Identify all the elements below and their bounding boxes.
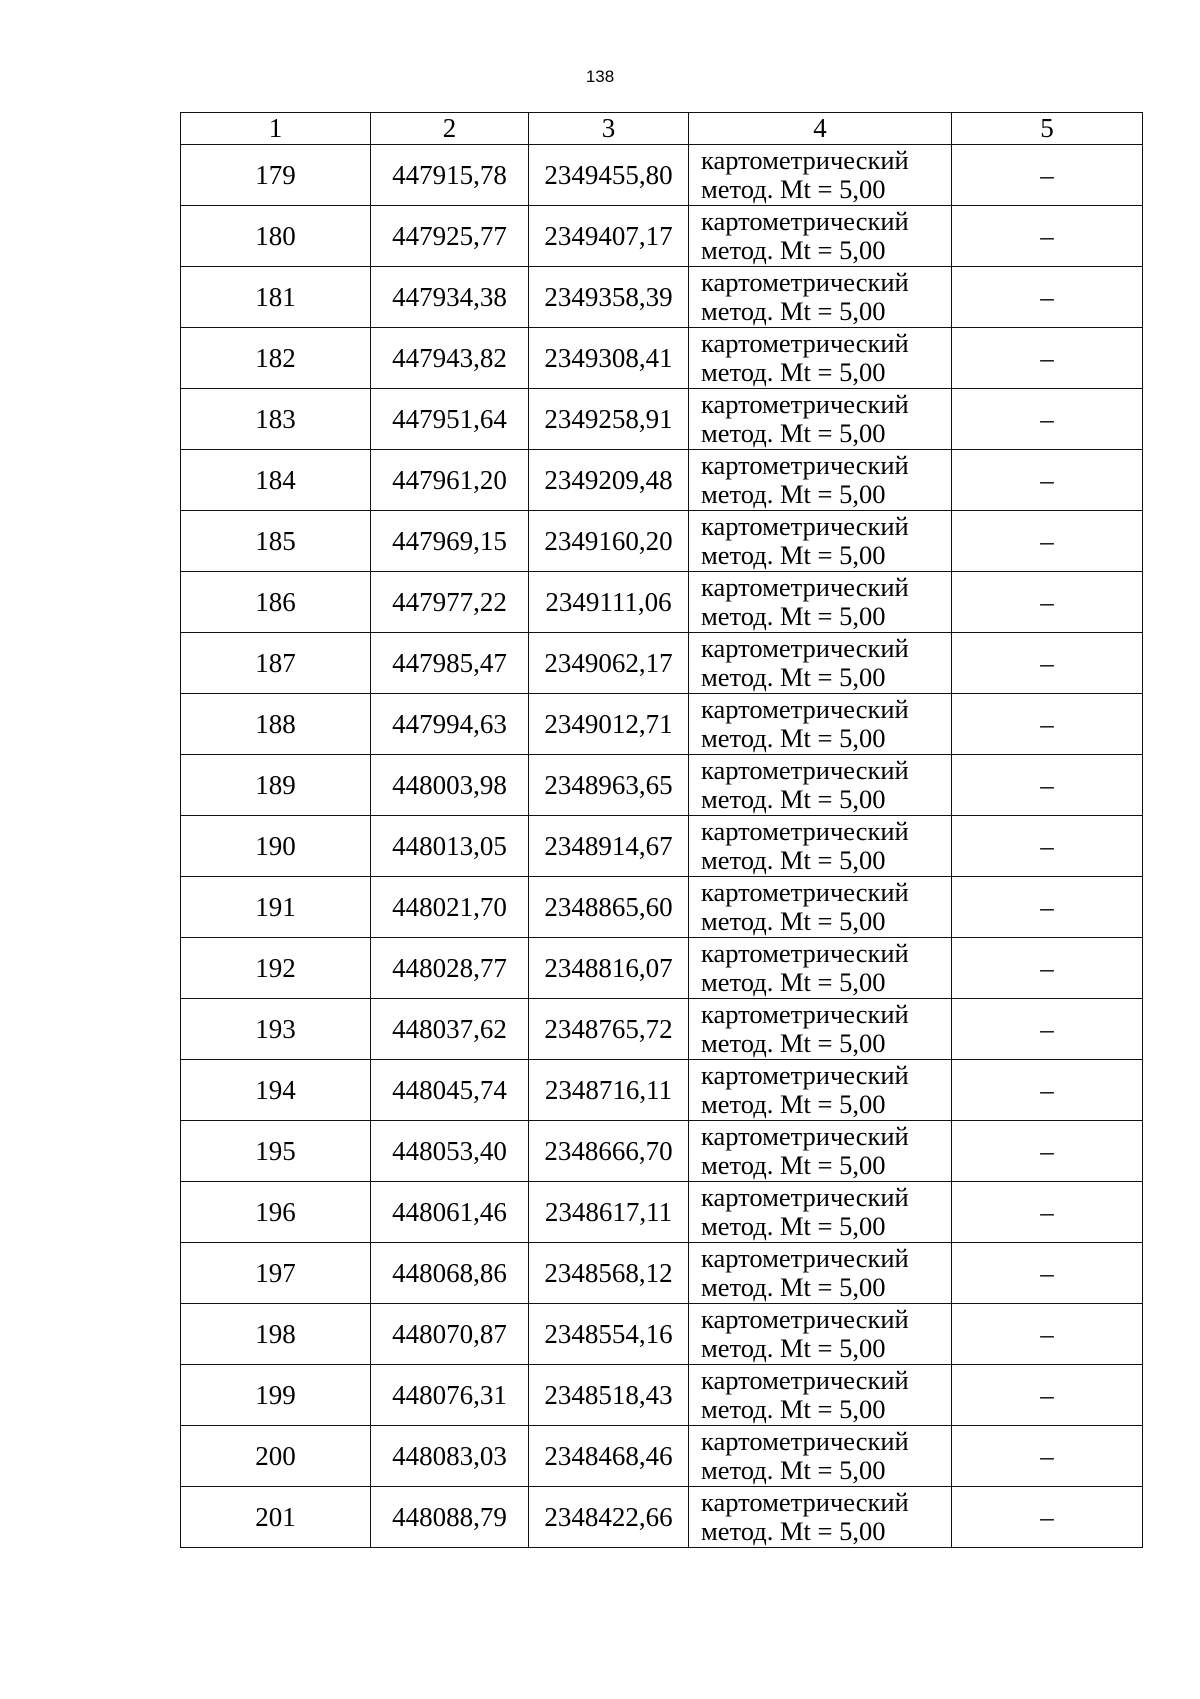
table-row (181, 1304, 1143, 1365)
point-number-cell: 181 (181, 267, 371, 328)
method-text: картометрический (701, 1365, 909, 1395)
point-number-cell: 187 (181, 633, 371, 694)
note-cell: – (952, 938, 1143, 999)
point-number-cell: 194 (181, 1060, 371, 1121)
accuracy-text: метод. Mt = 5,00 (701, 845, 886, 875)
table-row (181, 267, 1143, 328)
table-row (181, 328, 1143, 389)
method-text: картометрический (701, 755, 909, 785)
y-coordinate-cell: 2349308,41 (529, 328, 689, 389)
x-coordinate-cell: 448076,31 (371, 1365, 529, 1426)
y-coordinate-cell: 2349455,80 (529, 145, 689, 206)
column-header: 5 (952, 113, 1143, 145)
y-coordinate-cell: 2348422,66 (529, 1487, 689, 1548)
method-text: картометрический (701, 1304, 909, 1334)
y-coordinate-cell: 2349160,20 (529, 511, 689, 572)
table-row (181, 1487, 1143, 1548)
table-row (181, 206, 1143, 267)
y-coordinate-cell: 2348666,70 (529, 1121, 689, 1182)
accuracy-text: метод. Mt = 5,00 (701, 357, 886, 387)
point-number-cell: 197 (181, 1243, 371, 1304)
accuracy-text: метод. Mt = 5,00 (701, 235, 886, 265)
method-text: картометрический (701, 1060, 909, 1090)
note-cell: – (952, 694, 1143, 755)
accuracy-text: метод. Mt = 5,00 (701, 784, 886, 814)
y-coordinate-cell: 2348865,60 (529, 877, 689, 938)
x-coordinate-cell: 448088,79 (371, 1487, 529, 1548)
method-text: картометрический (701, 511, 909, 541)
method-text: картометрический (701, 938, 909, 968)
point-number-cell: 200 (181, 1426, 371, 1487)
note-cell: – (952, 206, 1143, 267)
method-cell (689, 206, 952, 267)
table-row (181, 1365, 1143, 1426)
note-cell: – (952, 999, 1143, 1060)
point-number-cell: 185 (181, 511, 371, 572)
method-cell (689, 1243, 952, 1304)
table-row (181, 633, 1143, 694)
accuracy-text: метод. Mt = 5,00 (701, 540, 886, 570)
column-header: 2 (371, 113, 529, 145)
note-cell: – (952, 1487, 1143, 1548)
accuracy-text: метод. Mt = 5,00 (701, 1089, 886, 1119)
method-cell (689, 633, 952, 694)
accuracy-text: метод. Mt = 5,00 (701, 662, 886, 692)
method-cell (689, 1487, 952, 1548)
column-header: 3 (529, 113, 689, 145)
method-cell (689, 328, 952, 389)
point-number-cell: 195 (181, 1121, 371, 1182)
x-coordinate-cell: 447943,82 (371, 328, 529, 389)
note-cell: – (952, 572, 1143, 633)
table-row (181, 999, 1143, 1060)
table-body (181, 145, 1143, 1548)
table-row (181, 1182, 1143, 1243)
method-cell (689, 999, 952, 1060)
x-coordinate-cell: 448013,05 (371, 816, 529, 877)
accuracy-text: метод. Mt = 5,00 (701, 418, 886, 448)
note-cell: – (952, 328, 1143, 389)
table-row (181, 389, 1143, 450)
column-header: 1 (181, 113, 371, 145)
table-row (181, 450, 1143, 511)
page-number: 138 (585, 67, 615, 86)
note-cell: – (952, 1182, 1143, 1243)
x-coordinate-cell: 448003,98 (371, 755, 529, 816)
method-text: картометрический (701, 999, 909, 1029)
method-cell (689, 145, 952, 206)
method-text: картометрический (701, 1426, 909, 1456)
note-cell: – (952, 816, 1143, 877)
method-cell (689, 267, 952, 328)
accuracy-text: метод. Mt = 5,00 (701, 1272, 886, 1302)
x-coordinate-cell: 448083,03 (371, 1426, 529, 1487)
y-coordinate-cell: 2348568,12 (529, 1243, 689, 1304)
y-coordinate-cell: 2349407,17 (529, 206, 689, 267)
accuracy-text: метод. Mt = 5,00 (701, 1455, 886, 1485)
y-coordinate-cell: 2349012,71 (529, 694, 689, 755)
x-coordinate-cell: 448068,86 (371, 1243, 529, 1304)
method-text: картометрический (701, 633, 909, 663)
y-coordinate-cell: 2349358,39 (529, 267, 689, 328)
point-number-cell: 182 (181, 328, 371, 389)
accuracy-text: метод. Mt = 5,00 (701, 1394, 886, 1424)
point-number-cell: 201 (181, 1487, 371, 1548)
method-cell (689, 1121, 952, 1182)
x-coordinate-cell: 448053,40 (371, 1121, 529, 1182)
table-row (181, 694, 1143, 755)
y-coordinate-cell: 2348617,11 (529, 1182, 689, 1243)
y-coordinate-cell: 2349209,48 (529, 450, 689, 511)
method-text: картометрический (701, 1487, 909, 1517)
note-cell: – (952, 1243, 1143, 1304)
point-number-cell: 188 (181, 694, 371, 755)
point-number-cell: 196 (181, 1182, 371, 1243)
point-number-cell: 191 (181, 877, 371, 938)
x-coordinate-cell: 447951,64 (371, 389, 529, 450)
method-text: картометрический (701, 694, 909, 724)
point-number-cell: 190 (181, 816, 371, 877)
x-coordinate-cell: 447915,78 (371, 145, 529, 206)
table-row (181, 877, 1143, 938)
note-cell: – (952, 1304, 1143, 1365)
note-cell: – (952, 267, 1143, 328)
accuracy-text: метод. Mt = 5,00 (701, 1211, 886, 1241)
method-text: картометрический (701, 450, 909, 480)
note-cell: – (952, 389, 1143, 450)
accuracy-text: метод. Mt = 5,00 (701, 723, 886, 753)
method-text: картометрический (701, 206, 909, 236)
table-row (181, 1426, 1143, 1487)
note-cell: – (952, 633, 1143, 694)
method-cell (689, 450, 952, 511)
y-coordinate-cell: 2348816,07 (529, 938, 689, 999)
method-cell (689, 755, 952, 816)
x-coordinate-cell: 447985,47 (371, 633, 529, 694)
accuracy-text: метод. Mt = 5,00 (701, 601, 886, 631)
method-text: картометрический (701, 572, 909, 602)
method-text: картометрический (701, 145, 909, 175)
method-text: картометрический (701, 267, 909, 297)
method-cell (689, 511, 952, 572)
note-cell: – (952, 450, 1143, 511)
x-coordinate-cell: 448045,74 (371, 1060, 529, 1121)
method-text: картометрический (701, 1243, 909, 1273)
point-number-cell: 179 (181, 145, 371, 206)
method-cell (689, 572, 952, 633)
table-row (181, 1121, 1143, 1182)
method-cell (689, 389, 952, 450)
point-number-cell: 193 (181, 999, 371, 1060)
accuracy-text: метод. Mt = 5,00 (701, 296, 886, 326)
accuracy-text: метод. Mt = 5,00 (701, 479, 886, 509)
method-text: картометрический (701, 877, 909, 907)
y-coordinate-cell: 2348518,43 (529, 1365, 689, 1426)
note-cell: – (952, 1121, 1143, 1182)
note-cell: – (952, 1365, 1143, 1426)
note-cell: – (952, 1060, 1143, 1121)
method-cell (689, 694, 952, 755)
x-coordinate-cell: 447961,20 (371, 450, 529, 511)
method-text: картометрический (701, 1121, 909, 1151)
method-cell (689, 938, 952, 999)
method-cell (689, 1060, 952, 1121)
point-number-cell: 184 (181, 450, 371, 511)
point-number-cell: 183 (181, 389, 371, 450)
y-coordinate-cell: 2348468,46 (529, 1426, 689, 1487)
y-coordinate-cell: 2348554,16 (529, 1304, 689, 1365)
note-cell: – (952, 145, 1143, 206)
note-cell: – (952, 1426, 1143, 1487)
method-text: картометрический (701, 816, 909, 846)
method-cell (689, 1426, 952, 1487)
note-cell: – (952, 511, 1143, 572)
accuracy-text: метод. Mt = 5,00 (701, 1333, 886, 1363)
point-number-cell: 199 (181, 1365, 371, 1426)
x-coordinate-cell: 448021,70 (371, 877, 529, 938)
x-coordinate-cell: 448070,87 (371, 1304, 529, 1365)
y-coordinate-cell: 2348765,72 (529, 999, 689, 1060)
x-coordinate-cell: 448028,77 (371, 938, 529, 999)
method-text: картометрический (701, 1182, 909, 1212)
table-row (181, 572, 1143, 633)
x-coordinate-cell: 447977,22 (371, 572, 529, 633)
point-number-cell: 189 (181, 755, 371, 816)
point-number-cell: 192 (181, 938, 371, 999)
x-coordinate-cell: 448037,62 (371, 999, 529, 1060)
table-row (181, 938, 1143, 999)
accuracy-text: метод. Mt = 5,00 (701, 174, 886, 204)
y-coordinate-cell: 2348963,65 (529, 755, 689, 816)
y-coordinate-cell: 2348716,11 (529, 1060, 689, 1121)
x-coordinate-cell: 448061,46 (371, 1182, 529, 1243)
column-header: 4 (689, 113, 952, 145)
method-text: картометрический (701, 328, 909, 358)
x-coordinate-cell: 447925,77 (371, 206, 529, 267)
method-cell (689, 816, 952, 877)
method-cell (689, 877, 952, 938)
y-coordinate-cell: 2349062,17 (529, 633, 689, 694)
accuracy-text: метод. Mt = 5,00 (701, 1516, 886, 1546)
note-cell: – (952, 877, 1143, 938)
x-coordinate-cell: 447934,38 (371, 267, 529, 328)
table-row (181, 1060, 1143, 1121)
table-row (181, 145, 1143, 206)
x-coordinate-cell: 447994,63 (371, 694, 529, 755)
table-row (181, 816, 1143, 877)
y-coordinate-cell: 2349258,91 (529, 389, 689, 450)
table-row (181, 755, 1143, 816)
table-row (181, 1243, 1143, 1304)
method-cell (689, 1304, 952, 1365)
table-row (181, 511, 1143, 572)
point-number-cell: 198 (181, 1304, 371, 1365)
point-number-cell: 180 (181, 206, 371, 267)
y-coordinate-cell: 2348914,67 (529, 816, 689, 877)
coordinates-table (180, 112, 1143, 1548)
method-text: картометрический (701, 389, 909, 419)
method-cell (689, 1182, 952, 1243)
x-coordinate-cell: 447969,15 (371, 511, 529, 572)
accuracy-text: метод. Mt = 5,00 (701, 1150, 886, 1180)
accuracy-text: метод. Mt = 5,00 (701, 967, 886, 997)
method-cell (689, 1365, 952, 1426)
point-number-cell: 186 (181, 572, 371, 633)
table-header-row (181, 113, 1143, 145)
note-cell: – (952, 755, 1143, 816)
y-coordinate-cell: 2349111,06 (529, 572, 689, 633)
accuracy-text: метод. Mt = 5,00 (701, 1028, 886, 1058)
accuracy-text: метод. Mt = 5,00 (701, 906, 886, 936)
